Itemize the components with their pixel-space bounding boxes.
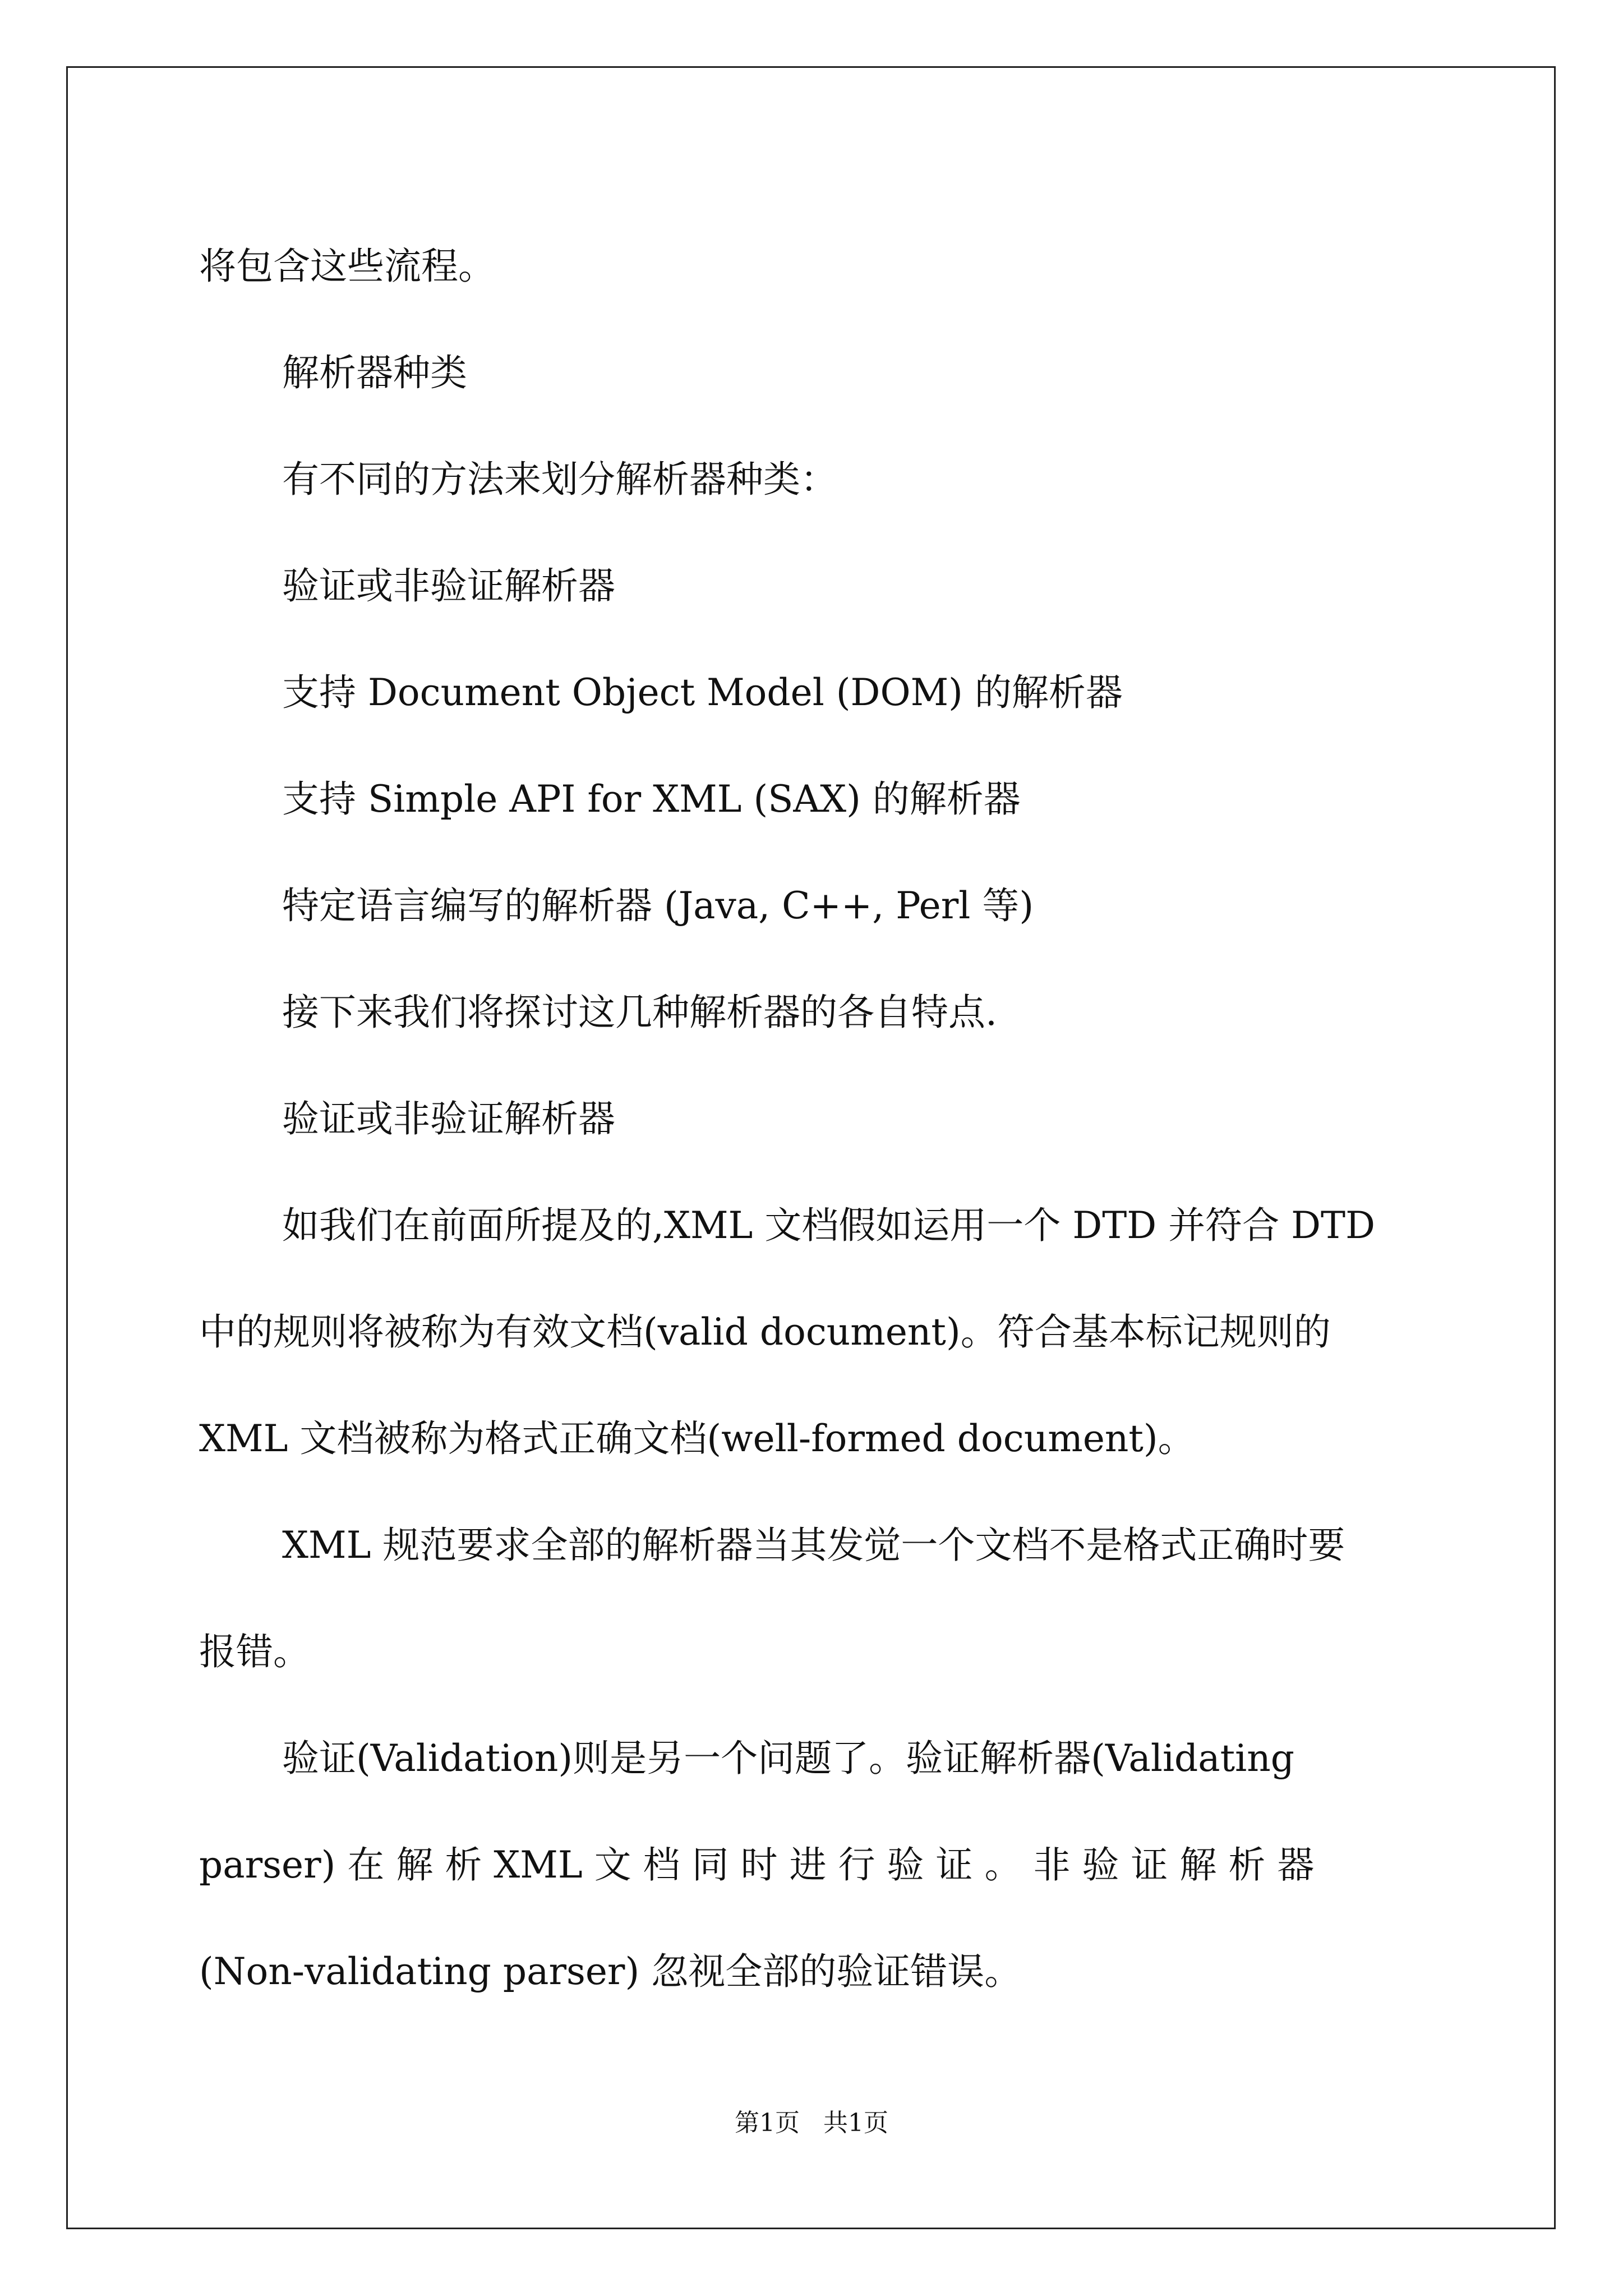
list-item: 验证或非验证解析器 [282, 564, 615, 608]
paragraph-line: 有不同的方法来划分解析器种类： [282, 458, 837, 501]
paragraph-line: 报错。 [199, 1630, 310, 1673]
list-item: 支持 Document Object Model (DOM) 的解析器 [282, 671, 1123, 714]
paragraph-line: parser) 在 解 析 XML 文 档 同 时 进 行 验 证 。 非 验 证 解 析 器 [199, 1843, 1315, 1887]
list-item: 支持 Simple API for XML (SAX) 的解析器 [282, 777, 1021, 821]
paragraph-line: 中的规则将被称为有效文档(valid document)。符合基本标记规则的 [199, 1310, 1331, 1354]
list-item: 特定语言编写的解析器 (Java, C++, Perl 等) [282, 884, 1034, 927]
paragraph-line: (Non-validating parser) 忽视全部的验证错误。 [199, 1950, 1022, 1993]
document-body [199, 213, 1430, 2025]
paragraph-line: 如我们在前面所提及的,XML 文档假如运用一个 DTD 并符合 DTD [282, 1204, 1375, 1247]
section-heading: 验证或非验证解析器 [282, 1097, 615, 1140]
paragraph-line: 接下来我们将探讨这几种解析器的各自特点. [282, 991, 997, 1034]
page-footer: 第1页 共1页 [735, 2109, 888, 2137]
section-heading: 解析器种类 [282, 351, 467, 394]
paragraph-line: 将包含这些流程。 [199, 245, 495, 288]
paragraph-line: 验证(Validation)则是另一个问题了。验证解析器(Validating [282, 1737, 1295, 1780]
paragraph-line: XML 规范要求全部的解析器当其发觉一个文档不是格式正确时要 [282, 1524, 1345, 1567]
paragraph-line: XML 文档被称为格式正确文档(well-formed document)。 [199, 1417, 1195, 1460]
